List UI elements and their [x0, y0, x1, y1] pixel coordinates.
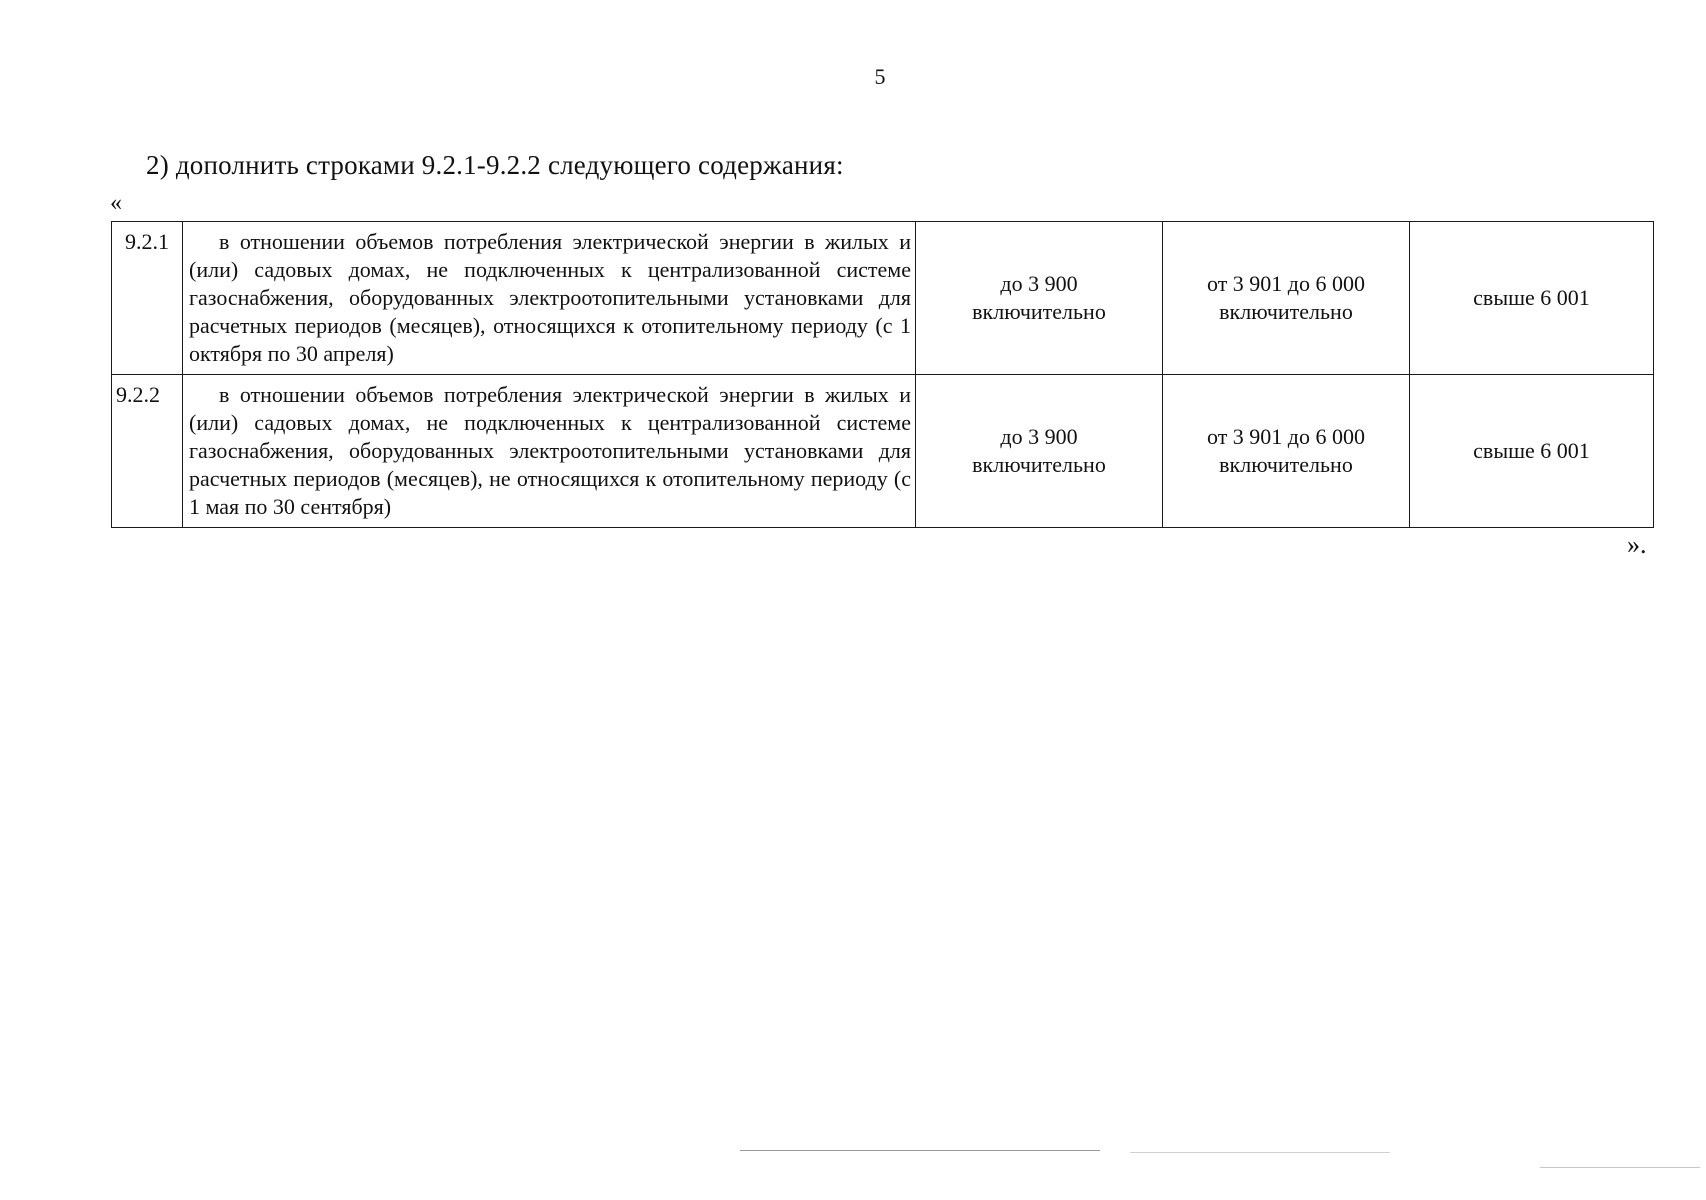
scan-artifact-line [740, 1150, 1100, 1151]
scan-artifact-line [1540, 1167, 1700, 1168]
range-low-value: до 3 900 [1000, 271, 1078, 296]
row-description-cell [183, 375, 916, 528]
page-number: 5 [874, 64, 886, 89]
amendment-table [111, 221, 1654, 528]
range-mid-value: от 3 901 до 6 000 [1206, 271, 1366, 296]
range-low-cell [916, 222, 1163, 375]
row-number-cell: 9.2.2 [112, 375, 183, 528]
opening-quote-mark: « [110, 190, 122, 216]
range-mid-cell [1163, 375, 1410, 528]
closing-quote-mark: ». [1627, 530, 1647, 559]
range-low-qualifier: включительно [972, 299, 1106, 324]
range-mid-qualifier: включительно [1219, 299, 1353, 324]
range-mid-value: от 3 901 до 6 000 [1206, 424, 1366, 449]
range-low-cell [916, 375, 1163, 528]
range-high-cell: свыше 6 001 [1410, 375, 1654, 528]
range-low-qualifier: включительно [972, 452, 1106, 477]
range-low-value: до 3 900 [1000, 424, 1078, 449]
row-description-cell [183, 222, 916, 375]
range-high-cell: свыше 6 001 [1410, 222, 1654, 375]
amendment-intro-text: 2) дополнить строками 9.2.1-9.2.2 следующего содержания: [146, 150, 844, 180]
row-description-text: в отношении объемов потребления электрической энергии в жилых и (или) садовых домах, не подключенных к централизованной системе газоснабжения, оборудованных электроотопительными установками для расчетных периодов (месяцев), относящихся к отопительному периоду (с 1 октября по 30 апреля) [189, 229, 911, 366]
range-mid-qualifier: включительно [1219, 452, 1353, 477]
row-description-text: в отношении объемов потребления электрической энергии в жилых и (или) садовых домах, не подключенных к централизованной системе газоснабжения, оборудованных электроотопительными установками для расчетных периодов (месяцев), не относящихся к отопительному периоду (с 1 мая по 30 сентября) [189, 382, 911, 519]
table-row [112, 375, 1654, 528]
table-row [112, 222, 1654, 375]
scan-artifact-line [1130, 1152, 1390, 1153]
range-mid-cell [1163, 222, 1410, 375]
row-number-cell: 9.2.1 [112, 222, 183, 375]
